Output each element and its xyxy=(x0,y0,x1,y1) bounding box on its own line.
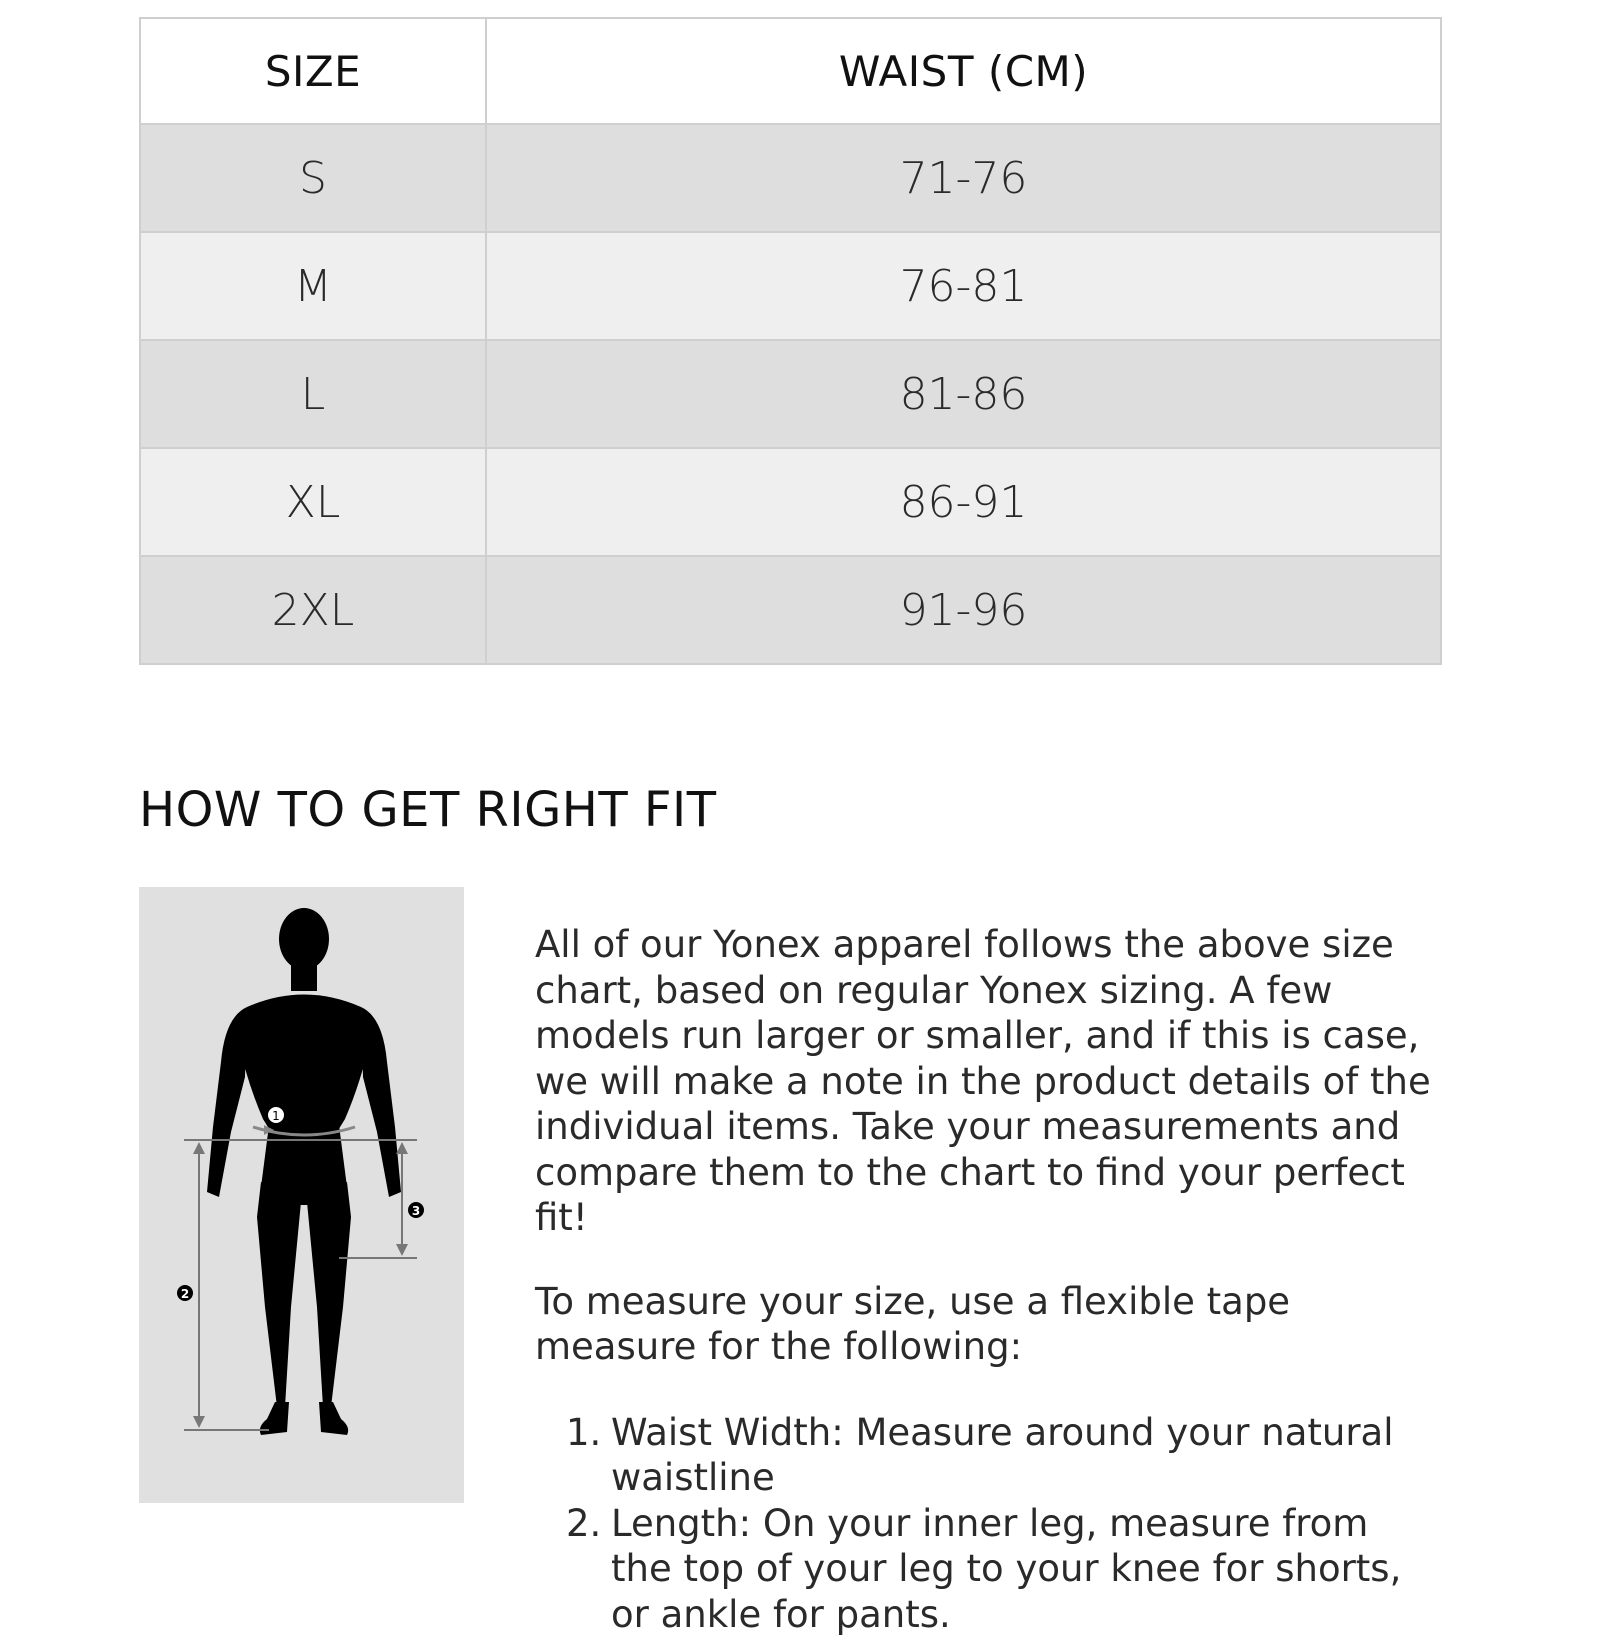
marker-3: 3 xyxy=(412,1204,420,1218)
size-cell: L xyxy=(140,340,486,448)
table-row xyxy=(140,556,1441,664)
waist-cell: 76-81 xyxy=(486,232,1441,340)
size-cell: XL xyxy=(140,448,486,556)
marker-2: 2 xyxy=(181,1287,189,1301)
table-row xyxy=(140,124,1441,232)
size-chart-table xyxy=(139,17,1442,665)
measurement-steps xyxy=(535,1410,1440,1637)
marker-1: 1 xyxy=(272,1109,280,1123)
table-row xyxy=(140,448,1441,556)
table-row xyxy=(140,340,1441,448)
measure-paragraph: To measure your size, use a flexible tape measure for the following: xyxy=(535,1279,1440,1370)
size-cell: M xyxy=(140,232,486,340)
list-item: Length: On your inner leg, measure from the top of your leg to your knee for shorts, or ankle for pants. xyxy=(611,1501,1440,1637)
fit-instructions xyxy=(535,922,1440,1637)
list-item: Waist Width: Measure around your natural waistline xyxy=(611,1410,1440,1501)
fit-section-title: HOW TO GET RIGHT FIT xyxy=(139,782,717,838)
intro-paragraph: All of our Yonex apparel follows the above size chart, based on regular Yonex sizing. A few models run larger or smaller, and if this is case, we will make a note in the product details of the individual items. Take your measurements and compare them to the chart to find your perfect fit! xyxy=(535,922,1440,1241)
header-size: SIZE xyxy=(140,18,486,124)
size-cell: 2XL xyxy=(140,556,486,664)
body-silhouette-icon xyxy=(139,887,464,1503)
measurement-figure xyxy=(139,887,464,1503)
table-row xyxy=(140,232,1441,340)
waist-cell: 86-91 xyxy=(486,448,1441,556)
table-header-row xyxy=(140,18,1441,124)
waist-cell: 71-76 xyxy=(486,124,1441,232)
size-cell: S xyxy=(140,124,486,232)
header-waist: WAIST (CM) xyxy=(486,18,1441,124)
waist-cell: 81-86 xyxy=(486,340,1441,448)
waist-cell: 91-96 xyxy=(486,556,1441,664)
